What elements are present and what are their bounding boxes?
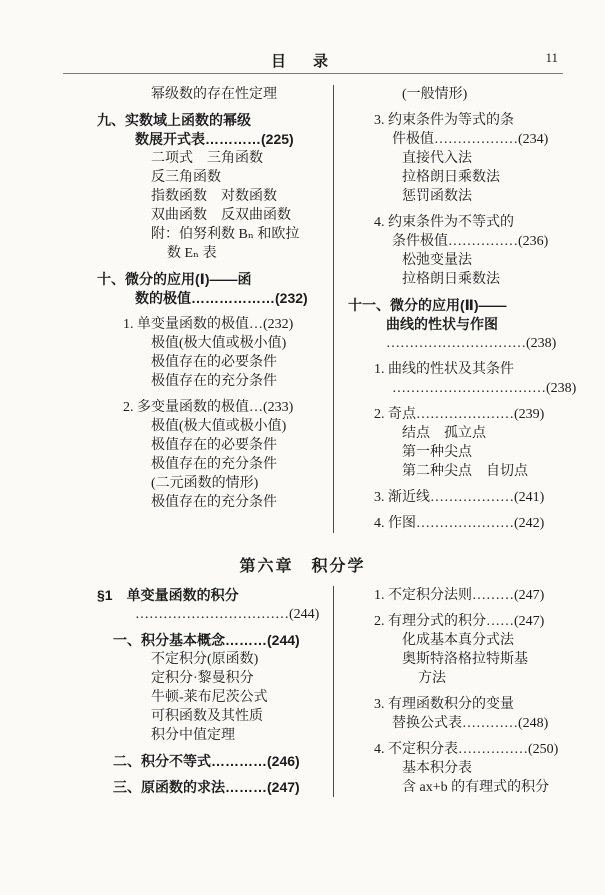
toc-line: 可积函数及其性质 — [151, 709, 263, 724]
toc-line: 含 ax+b 的有理式的积分 — [402, 780, 550, 795]
toc-line: (二元函数的情形) — [151, 476, 259, 491]
toc-line: 数展开式表…………(225) — [135, 131, 294, 147]
toc-line: 松弛变量法 — [402, 253, 472, 268]
toc-line: 极值存在的充分条件 — [151, 374, 277, 389]
toc-line: 2. 奇点…………………(239) — [374, 407, 545, 422]
toc-line: 极值(极大值或极小值) — [151, 336, 287, 351]
toc-line: 化成基本真分式法 — [402, 633, 514, 648]
toc-bottom-left-column — [95, 586, 333, 797]
toc-line: 十一、微分的应用(Ⅱ)—— — [348, 297, 507, 313]
toc-line: 3. 渐近线………………(241) — [374, 490, 545, 505]
toc-line: 基本积分表 — [402, 761, 472, 776]
toc-line: 件极值………………(234) — [392, 132, 549, 147]
toc-line: …………………………(238) — [386, 336, 557, 351]
page-title: 目 录 — [270, 54, 334, 70]
toc-line: 定积分·黎曼积分 — [151, 671, 254, 686]
toc-line: 附：伯努利数 Bₙ 和欧拉 — [151, 227, 300, 242]
toc-line: 反三角函数 — [151, 170, 221, 185]
toc-line: 结点 孤立点 — [402, 426, 486, 441]
toc-line: 3. 有理函数积分的变量 — [374, 697, 514, 712]
toc-line: 1. 不定积分法则………(247) — [374, 588, 545, 603]
toc-bottom-section — [95, 582, 567, 797]
toc-line: 条件极值……………(236) — [392, 234, 549, 249]
toc-line: 极值存在的必要条件 — [151, 355, 277, 370]
toc-line: 奥斯特洛格拉特斯基 — [402, 652, 528, 667]
toc-line: 二、积分不等式…………(246) — [113, 753, 300, 769]
toc-line: 替换公式表…………(248) — [392, 716, 549, 731]
toc-line: 2. 有理分式的积分……(247) — [374, 614, 545, 629]
toc-line: 4. 约束条件为不等式的 — [374, 215, 514, 230]
toc-line: (一般情形) — [402, 87, 468, 102]
page-header — [0, 0, 605, 70]
toc-line: 九、实数域上函数的幂级 — [97, 112, 251, 128]
toc-line: 不定积分(原函数) — [151, 652, 259, 667]
chapter-heading: 第六章 积分学 — [239, 558, 366, 575]
toc-line: 直接代入法 — [402, 151, 472, 166]
toc-line: 极值(极大值或极小值) — [151, 419, 287, 434]
toc-line: ……………………………(238) — [392, 381, 577, 396]
toc-line: 数 Eₙ 表 — [167, 246, 217, 261]
toc-line: 拉格朗日乘数法 — [402, 170, 500, 185]
toc-line: 第一种尖点 — [402, 445, 472, 460]
toc-line: 幂级数的存在性定理 — [151, 87, 277, 102]
toc-line: 惩罚函数法 — [402, 189, 472, 204]
toc-bottom-right-column — [333, 586, 567, 797]
toc-line: ……………………………(244) — [135, 607, 320, 622]
toc-line: 4. 不定积分表……………(250) — [374, 742, 559, 757]
toc-line: 极值存在的充分条件 — [151, 457, 277, 472]
toc-line: 3. 约束条件为等式的条 — [374, 113, 514, 128]
toc-line: 方法 — [418, 671, 446, 686]
toc-line: §1 单变量函数的积分 — [97, 587, 239, 603]
toc-line: 二项式 三角函数 — [151, 151, 263, 166]
page-number: 11 — [545, 50, 558, 65]
toc-line: 指数函数 对数函数 — [151, 189, 277, 204]
toc-line: 2. 多变量函数的极值…(233) — [123, 400, 294, 415]
toc-line: 十、微分的应用(Ⅰ)——函 — [97, 271, 252, 287]
toc-line: 数的极值………………(232) — [135, 290, 308, 306]
toc-line: 1. 曲线的性状及其条件 — [374, 362, 514, 377]
toc-line: 极值存在的必要条件 — [151, 438, 277, 453]
toc-line: 第二种尖点 自切点 — [402, 464, 528, 479]
toc-line: 4. 作图…………………(242) — [374, 516, 545, 531]
toc-line: 三、原函数的求法………(247) — [113, 779, 300, 795]
toc-line: 曲线的性状与作图 — [386, 316, 498, 332]
toc-top-right-column — [333, 85, 576, 533]
toc-line: 一、积分基本概念………(244) — [113, 632, 300, 648]
toc-line: 1. 单变量函数的极值…(232) — [123, 317, 294, 332]
toc-top-left-column — [95, 85, 333, 533]
toc-line: 积分中值定理 — [151, 728, 235, 743]
toc-line: 双曲函数 反双曲函数 — [151, 208, 291, 223]
toc-line: 拉格朗日乘数法 — [402, 272, 500, 287]
toc-line: 极值存在的充分条件 — [151, 495, 277, 510]
toc-top-section — [95, 74, 577, 543]
toc-line: 牛顿-莱布尼茨公式 — [151, 690, 268, 705]
